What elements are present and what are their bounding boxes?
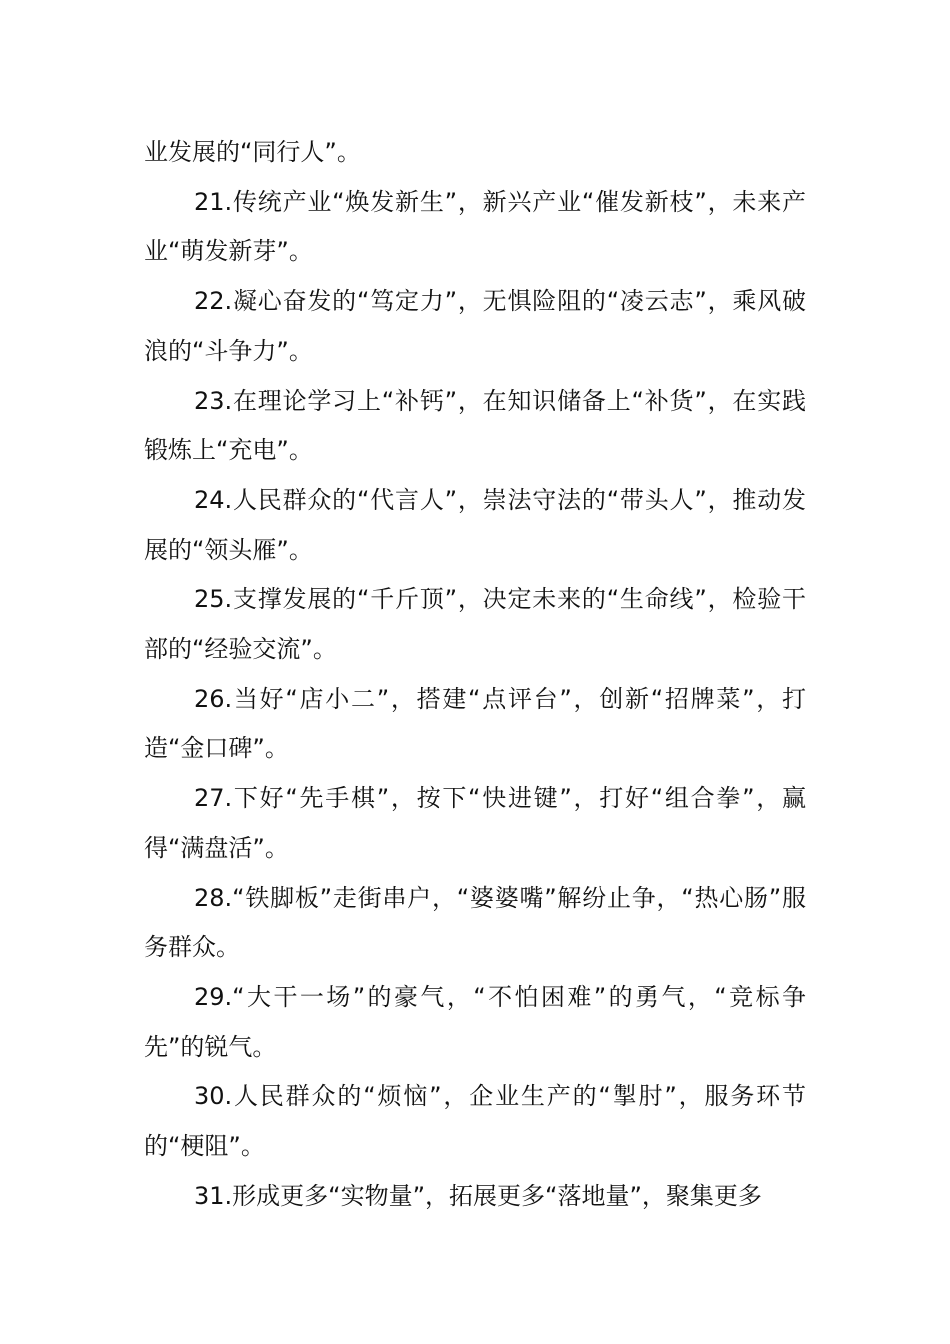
paragraph-28: 28.“铁脚板”走街串户，“婆婆嘴”解纷止争，“热心肠”服务群众。 bbox=[144, 883, 806, 962]
paragraph-24: 24.人民群众的“代言人”，崇法守法的“带头人”，推动发展的“领头雁”。 bbox=[144, 485, 806, 564]
paragraph-25: 25.支撑发展的“千斤顶”，决定未来的“生命线”，检验干部的“经验交流”。 bbox=[144, 585, 806, 664]
paragraph-31: 31.形成更多“实物量”，拓展更多“落地量”，聚集更多 bbox=[194, 1181, 762, 1210]
paragraph-continuation: 业发展的“同行人”。 bbox=[144, 138, 361, 166]
paragraph-27: 27.下好“先手棋”，按下“快进键”，打好“组合拳”，赢得“满盘活”。 bbox=[144, 784, 806, 862]
paragraph-30: 30.人民群众的“烦恼”，企业生产的“掣肘”，服务环节的“梗阻”。 bbox=[144, 1082, 806, 1161]
paragraph-26: 26.当好“店小二”，搭建“点评台”，创新“招牌菜”，打造“金口碑”。 bbox=[144, 684, 806, 763]
paragraph-22: 22.凝心奋发的“笃定力”，无惧险阻的“凌云志”，乘风破浪的“斗争力”。 bbox=[144, 287, 806, 365]
paragraph-21: 21.传统产业“焕发新生”，新兴产业“催发新枝”，未来产业“萌发新芽”。 bbox=[144, 187, 806, 266]
paragraph-23: 23.在理论学习上“补钙”，在知识储备上“补货”，在实践锻炼上“充电”。 bbox=[144, 386, 806, 465]
paragraph-29: 29.“大干一场”的豪气，“不怕困难”的勇气，“竞标争先”的锐气。 bbox=[144, 982, 806, 1061]
document-body bbox=[144, 128, 806, 1221]
